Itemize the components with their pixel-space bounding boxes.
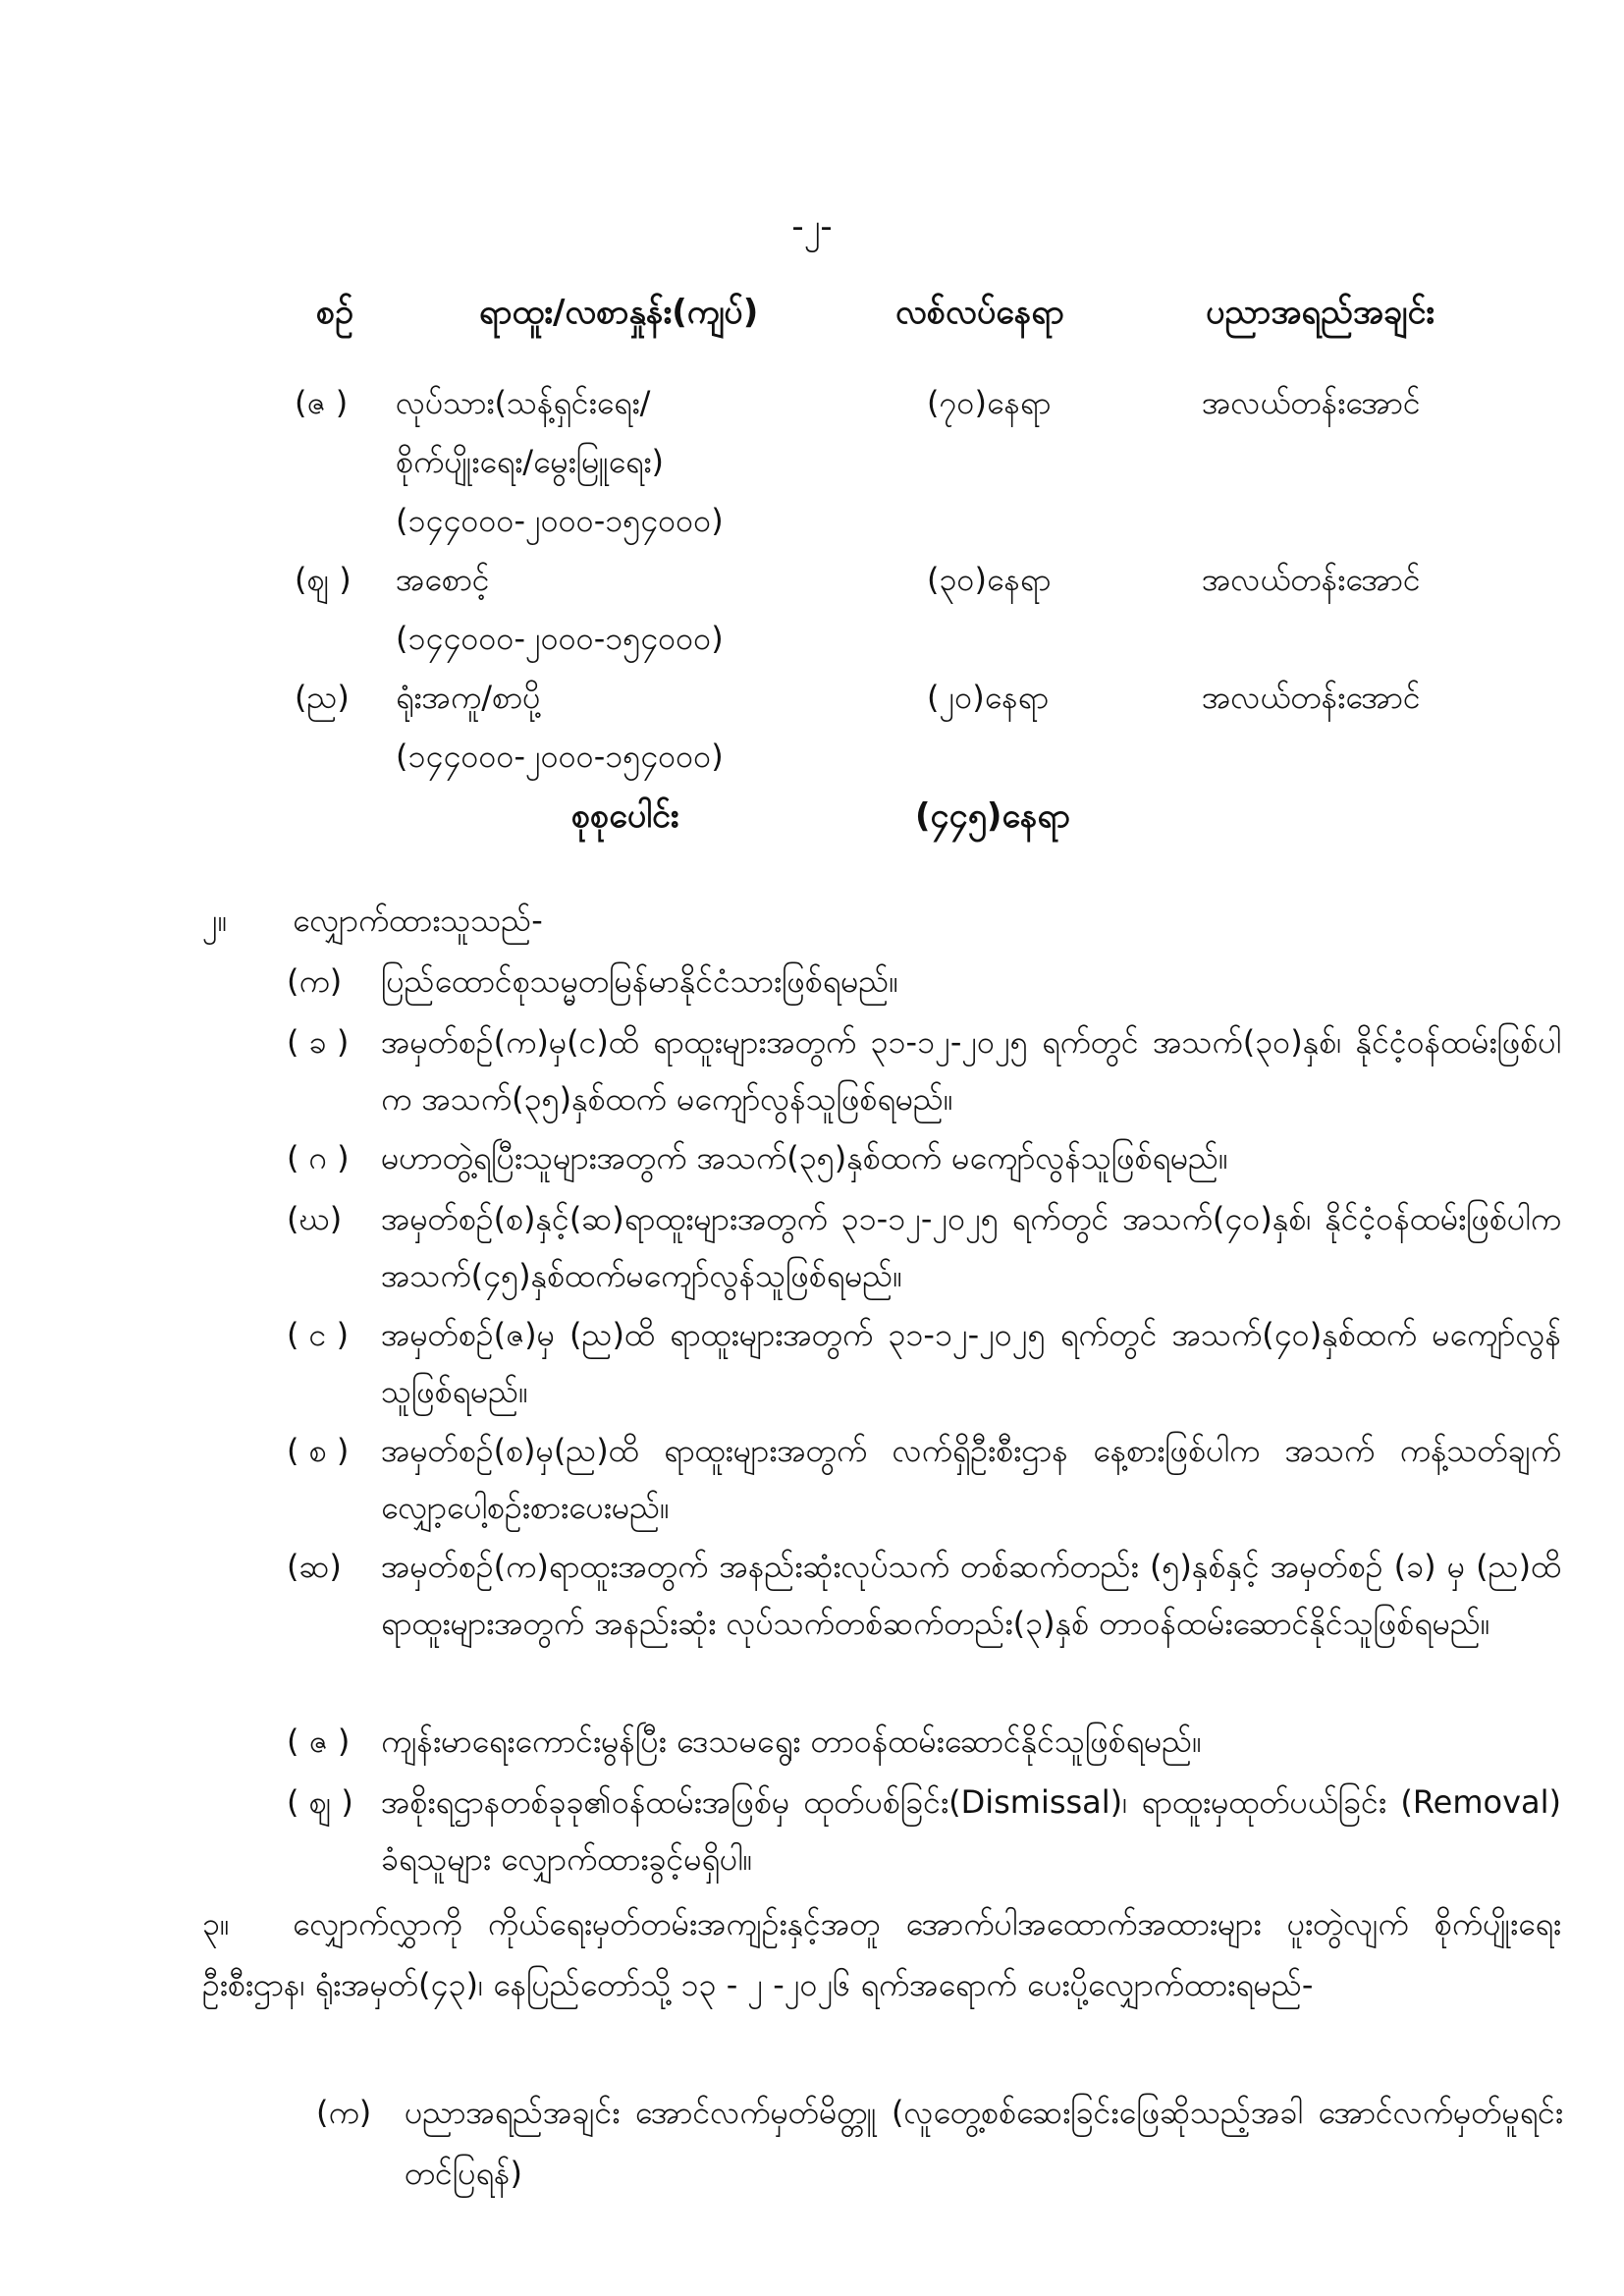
row-position	[396, 668, 828, 786]
position-line: ရုံးအကူ/စာပို့	[396, 679, 541, 716]
row-education: အလယ်တန်းအောင်	[1202, 679, 1421, 716]
header-no: စဉ်	[316, 293, 353, 332]
row-education: အလယ်တန်းအောင်	[1202, 561, 1421, 598]
row-number: (ဈ )	[295, 561, 352, 598]
row-position	[396, 550, 828, 668]
position-line: လုပ်သား(သန့်ရှင်းရေး/	[396, 384, 651, 421]
row-vacancies: (၃၀)နေရာ	[927, 561, 1052, 598]
row-number: (ဇ )	[295, 384, 349, 421]
page-number: -၂-	[791, 207, 833, 246]
item-marker: ( င )	[287, 1316, 350, 1353]
section-3-text: လျှောက်လွှာကို ကိုယ်ရေးမှတ်တမ်းအကျဉ်းနှင့်အတူ အောက်ပါအထောက်အထားများ ပူးတွဲလျက် စိုက်ပျိုးရေးဦးစီးဌာန၊ ရုံးအမှတ်(၄၃)၊ နေပြည်တော်သို့ ၁၃ - ၂ -၂၀၂၆ ရက်အရောက် ပေးပို့လျှောက်ထားရမည်-	[202, 1905, 1561, 2003]
row-education: အလယ်တန်းအောင်	[1202, 384, 1421, 421]
position-line: (၁၄၄၀၀၀-၂၀၀၀-၁၅၄၀၀၀)	[396, 620, 724, 657]
item-marker: ( စ )	[287, 1432, 350, 1469]
item-marker: ( ဂ )	[287, 1139, 350, 1176]
position-line: အစောင့်	[396, 561, 490, 598]
total-value: (၄၄၅)နေရာ	[915, 796, 1071, 836]
total-label: စုစုပေါင်း	[571, 796, 679, 836]
item-text: ပြည်ထောင်စုသမ္မတမြန်မာနိုင်ငံသားဖြစ်ရမည်။	[381, 962, 898, 1000]
header-vacancies: လစ်လပ်နေရာ	[895, 293, 1064, 332]
item-text: အမှတ်စဉ်(စ)မှ(ည)ထိ ရာထူးများအတွက် လက်ရှိဦးစီးဌာန နေ့စားဖြစ်ပါက အသက် ကန့်သတ်ချက်လျှော့ပေါ့စဉ်းစားပေးမည်။	[381, 1432, 1561, 1526]
header-position: ရာထူး/လစာနှုန်း(ကျပ်)	[479, 293, 759, 332]
section-3-paragraph	[202, 1893, 1561, 2015]
section-number: ၂။	[202, 902, 228, 939]
row-position	[396, 373, 828, 550]
item-text: အစိုးရဌာနတစ်ခုခု၏ဝန်ထမ်းအဖြစ်မှ ထုတ်ပစ်ခြင်း(Dismissal)၊ ရာထူးမှထုတ်ပယ်ခြင်း (Removal) ခံရသူများ လျှောက်ထားခွင့်မရှိပါ။	[381, 1783, 1561, 1878]
item-marker: (က)	[287, 962, 343, 1000]
header-education: ပညာအရည်အချင်း	[1206, 293, 1435, 332]
item-text: မဟာတွဲ့ရပြီးသူများအတွက် အသက်(၃၅)နှစ်ထက် မကျော်လွန်သူဖြစ်ရမည်။	[381, 1139, 1228, 1176]
section-title: လျှောက်ထားသူသည်-	[293, 902, 543, 939]
item-text: အမှတ်စဉ်(စ)နှင့်(ဆ)ရာထူးများအတွက် ၃၁-၁၂-၂၀၂၅ ရက်တွင် အသက်(၄၀)နှစ်၊ နိုင်ငံ့ဝန်ထမ်းဖြစ်ပါက အသက်(၄၅)နှစ်ထက်မကျော်လွန်သူဖြစ်ရမည်။	[381, 1200, 1561, 1294]
item-text: ကျန်းမာရေးကောင်းမွန်ပြီး ဒေသမရွေး တာဝန်ထမ်းဆောင်နိုင်သူဖြစ်ရမည်။	[381, 1722, 1202, 1760]
item-text: အမှတ်စဉ်(ဇ)မှ (ည)ထိ ရာထူးများအတွက် ၃၁-၁၂-၂၀၂၅ ရက်တွင် အသက်(၄၀)နှစ်ထက် မကျော်လွန်သူဖြစ်ရမည်။	[381, 1316, 1561, 1410]
section-number: ၃။	[202, 1905, 230, 1942]
item-marker: ( ဈ )	[287, 1783, 353, 1821]
position-line: (၁၄၄၀၀၀-၂၀၀၀-၁၅၄၀၀၀)	[396, 738, 724, 775]
row-vacancies: (၇၀)နေရာ	[927, 384, 1052, 421]
item-marker: ( ခ )	[287, 1023, 350, 1061]
item-marker: ( ဇ )	[287, 1722, 351, 1760]
table-header	[0, 290, 1624, 339]
item-marker: (ဆ)	[287, 1548, 342, 1585]
item-text: အမှတ်စဉ်(က)မှ(င)ထိ ရာထူးများအတွက် ၃၁-၁၂-၂၀၂၅ ရက်တွင် အသက်(၃၀)နှစ်၊ နိုင်ငံ့ဝန်ထမ်းဖြစ်ပါက အသက်(၃၅)နှစ်ထက် မကျော်လွန်သူဖြစ်ရမည်။	[381, 1023, 1561, 1118]
position-line: စိုက်ပျိုးရေး/မွေးမြူရေး)	[396, 443, 665, 480]
item-text: ပညာအရည်အချင်း အောင်လက်မှတ်မိတ္တူ (လူတွေ့စစ်ဆေးခြင်းဖြေဆိုသည့်အခါ အောင်လက်မှတ်မူရင်းတင်ပြရန်)	[405, 2094, 1563, 2192]
position-line: (၁၄၄၀၀၀-၂၀၀၀-၁၅၄၀၀၀)	[396, 502, 724, 539]
row-vacancies: (၂၀)နေရာ	[927, 679, 1050, 716]
item-text: အမှတ်စဉ်(က)ရာထူးအတွက် အနည်းဆုံးလုပ်သက် တစ်ဆက်တည်း (၅)နှစ်နှင့် အမှတ်စဉ် (ခ) မှ (ည)ထိ ရာထူးများအတွက် အနည်းဆုံး လုပ်သက်တစ်ဆက်တည်း(၃)နှစ် တာဝန်ထမ်းဆောင်နိုင်သူဖြစ်ရမည်။	[381, 1548, 1561, 1642]
item-marker: (က)	[316, 2094, 372, 2131]
row-number: (ည)	[295, 679, 350, 716]
item-marker: (ဃ)	[287, 1200, 343, 1237]
